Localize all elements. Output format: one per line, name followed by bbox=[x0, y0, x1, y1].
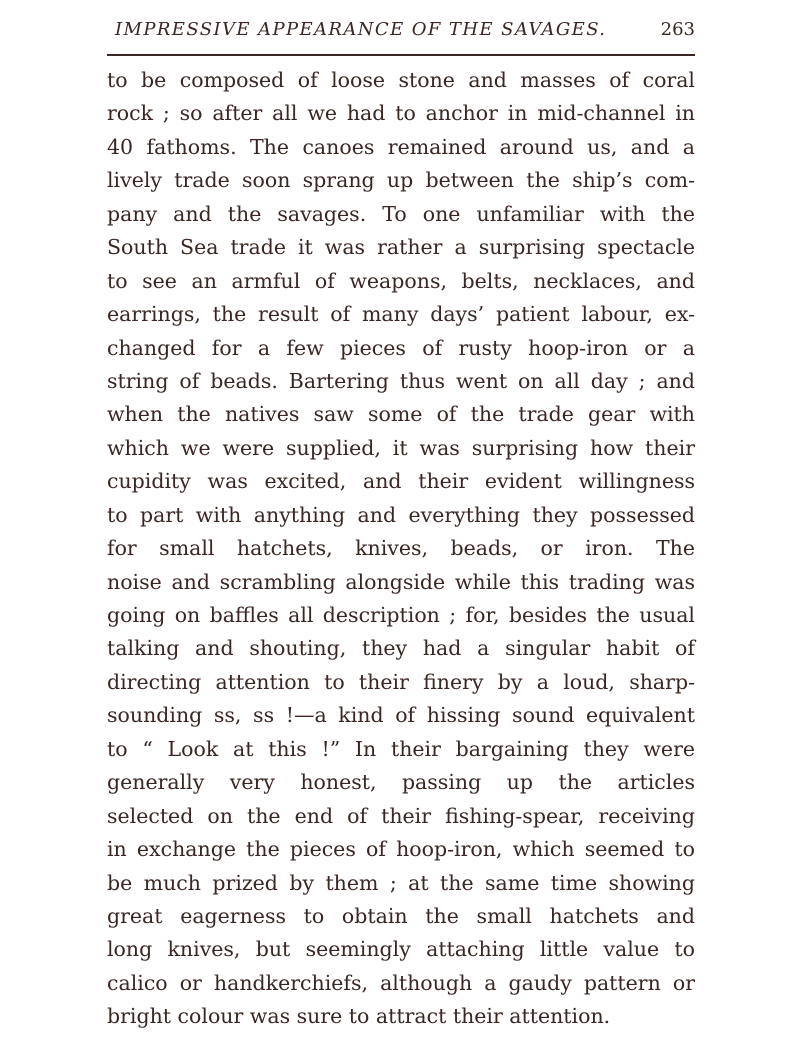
text-line: to part with anything and everything they possessed bbox=[107, 502, 695, 527]
running-head-title: IMPRESSIVE APPEARANCE OF THE SAVAGES. bbox=[115, 19, 607, 40]
text-line: earrings, the result of many days’ patient labour, ex- bbox=[107, 302, 695, 327]
text-line-last: bright colour was sure to attract their attention. bbox=[107, 1004, 611, 1029]
text-line: pany and the savages. To one unfamiliar with the bbox=[107, 201, 695, 226]
text-line: to be composed of loose stone and masses of coral bbox=[107, 68, 695, 92]
text-line: talking and shouting, they had a singular habit of bbox=[107, 636, 695, 661]
text-line: to “ Look at this !” In their bargaining they were bbox=[107, 736, 695, 761]
page-number: 263 bbox=[660, 19, 695, 40]
text-line: going on baffles all description ; for, besides the usual bbox=[107, 603, 695, 627]
text-line: changed for a few pieces of rusty hoop-iron or a bbox=[107, 335, 695, 360]
header-rule bbox=[107, 54, 695, 56]
text-line: long knives, but seemingly attaching little value to bbox=[107, 937, 695, 962]
text-line: 40 fathoms. The canoes remained around us, and a bbox=[107, 134, 695, 159]
text-line: rock ; so after all we had to anchor in mid-channel in bbox=[107, 101, 695, 126]
text-line: string of beads. Bartering thus went on all day ; and bbox=[107, 368, 695, 393]
text-line: for small hatchets, knives, beads, or iron. The bbox=[107, 536, 695, 561]
text-line: to see an armful of weapons, belts, necklaces, and bbox=[107, 268, 695, 293]
text-line: generally very honest, passing up the articles bbox=[107, 770, 695, 795]
text-line: great eagerness to obtain the small hatchets and bbox=[107, 903, 695, 928]
text-line: in exchange the pieces of hoop-iron, which seemed to bbox=[107, 837, 695, 862]
text-line: directing attention to their finery by a loud, sharp- bbox=[107, 669, 695, 694]
text-line: lively trade soon sprang up between the ship’s com- bbox=[107, 168, 695, 193]
running-head bbox=[107, 18, 695, 48]
body-text bbox=[107, 64, 695, 1034]
text-line: sounding ss, ss !—a kind of hissing sound equivalent bbox=[107, 703, 695, 728]
text-line: when the natives saw some of the trade gear with bbox=[107, 402, 695, 427]
text-line: noise and scrambling alongside while this trading was bbox=[107, 569, 695, 594]
text-line: cupidity was excited, and their evident willingness bbox=[107, 469, 695, 494]
text-line: be much prized by them ; at the same time showing bbox=[107, 870, 695, 895]
text-line: calico or handkerchiefs, although a gaudy pattern or bbox=[107, 970, 695, 995]
text-line: selected on the end of their fishing-spear, receiving bbox=[107, 803, 695, 828]
text-line: South Sea trade it was rather a surprising spectacle bbox=[107, 235, 695, 260]
text-line: which we were supplied, it was surprising how their bbox=[107, 435, 695, 460]
